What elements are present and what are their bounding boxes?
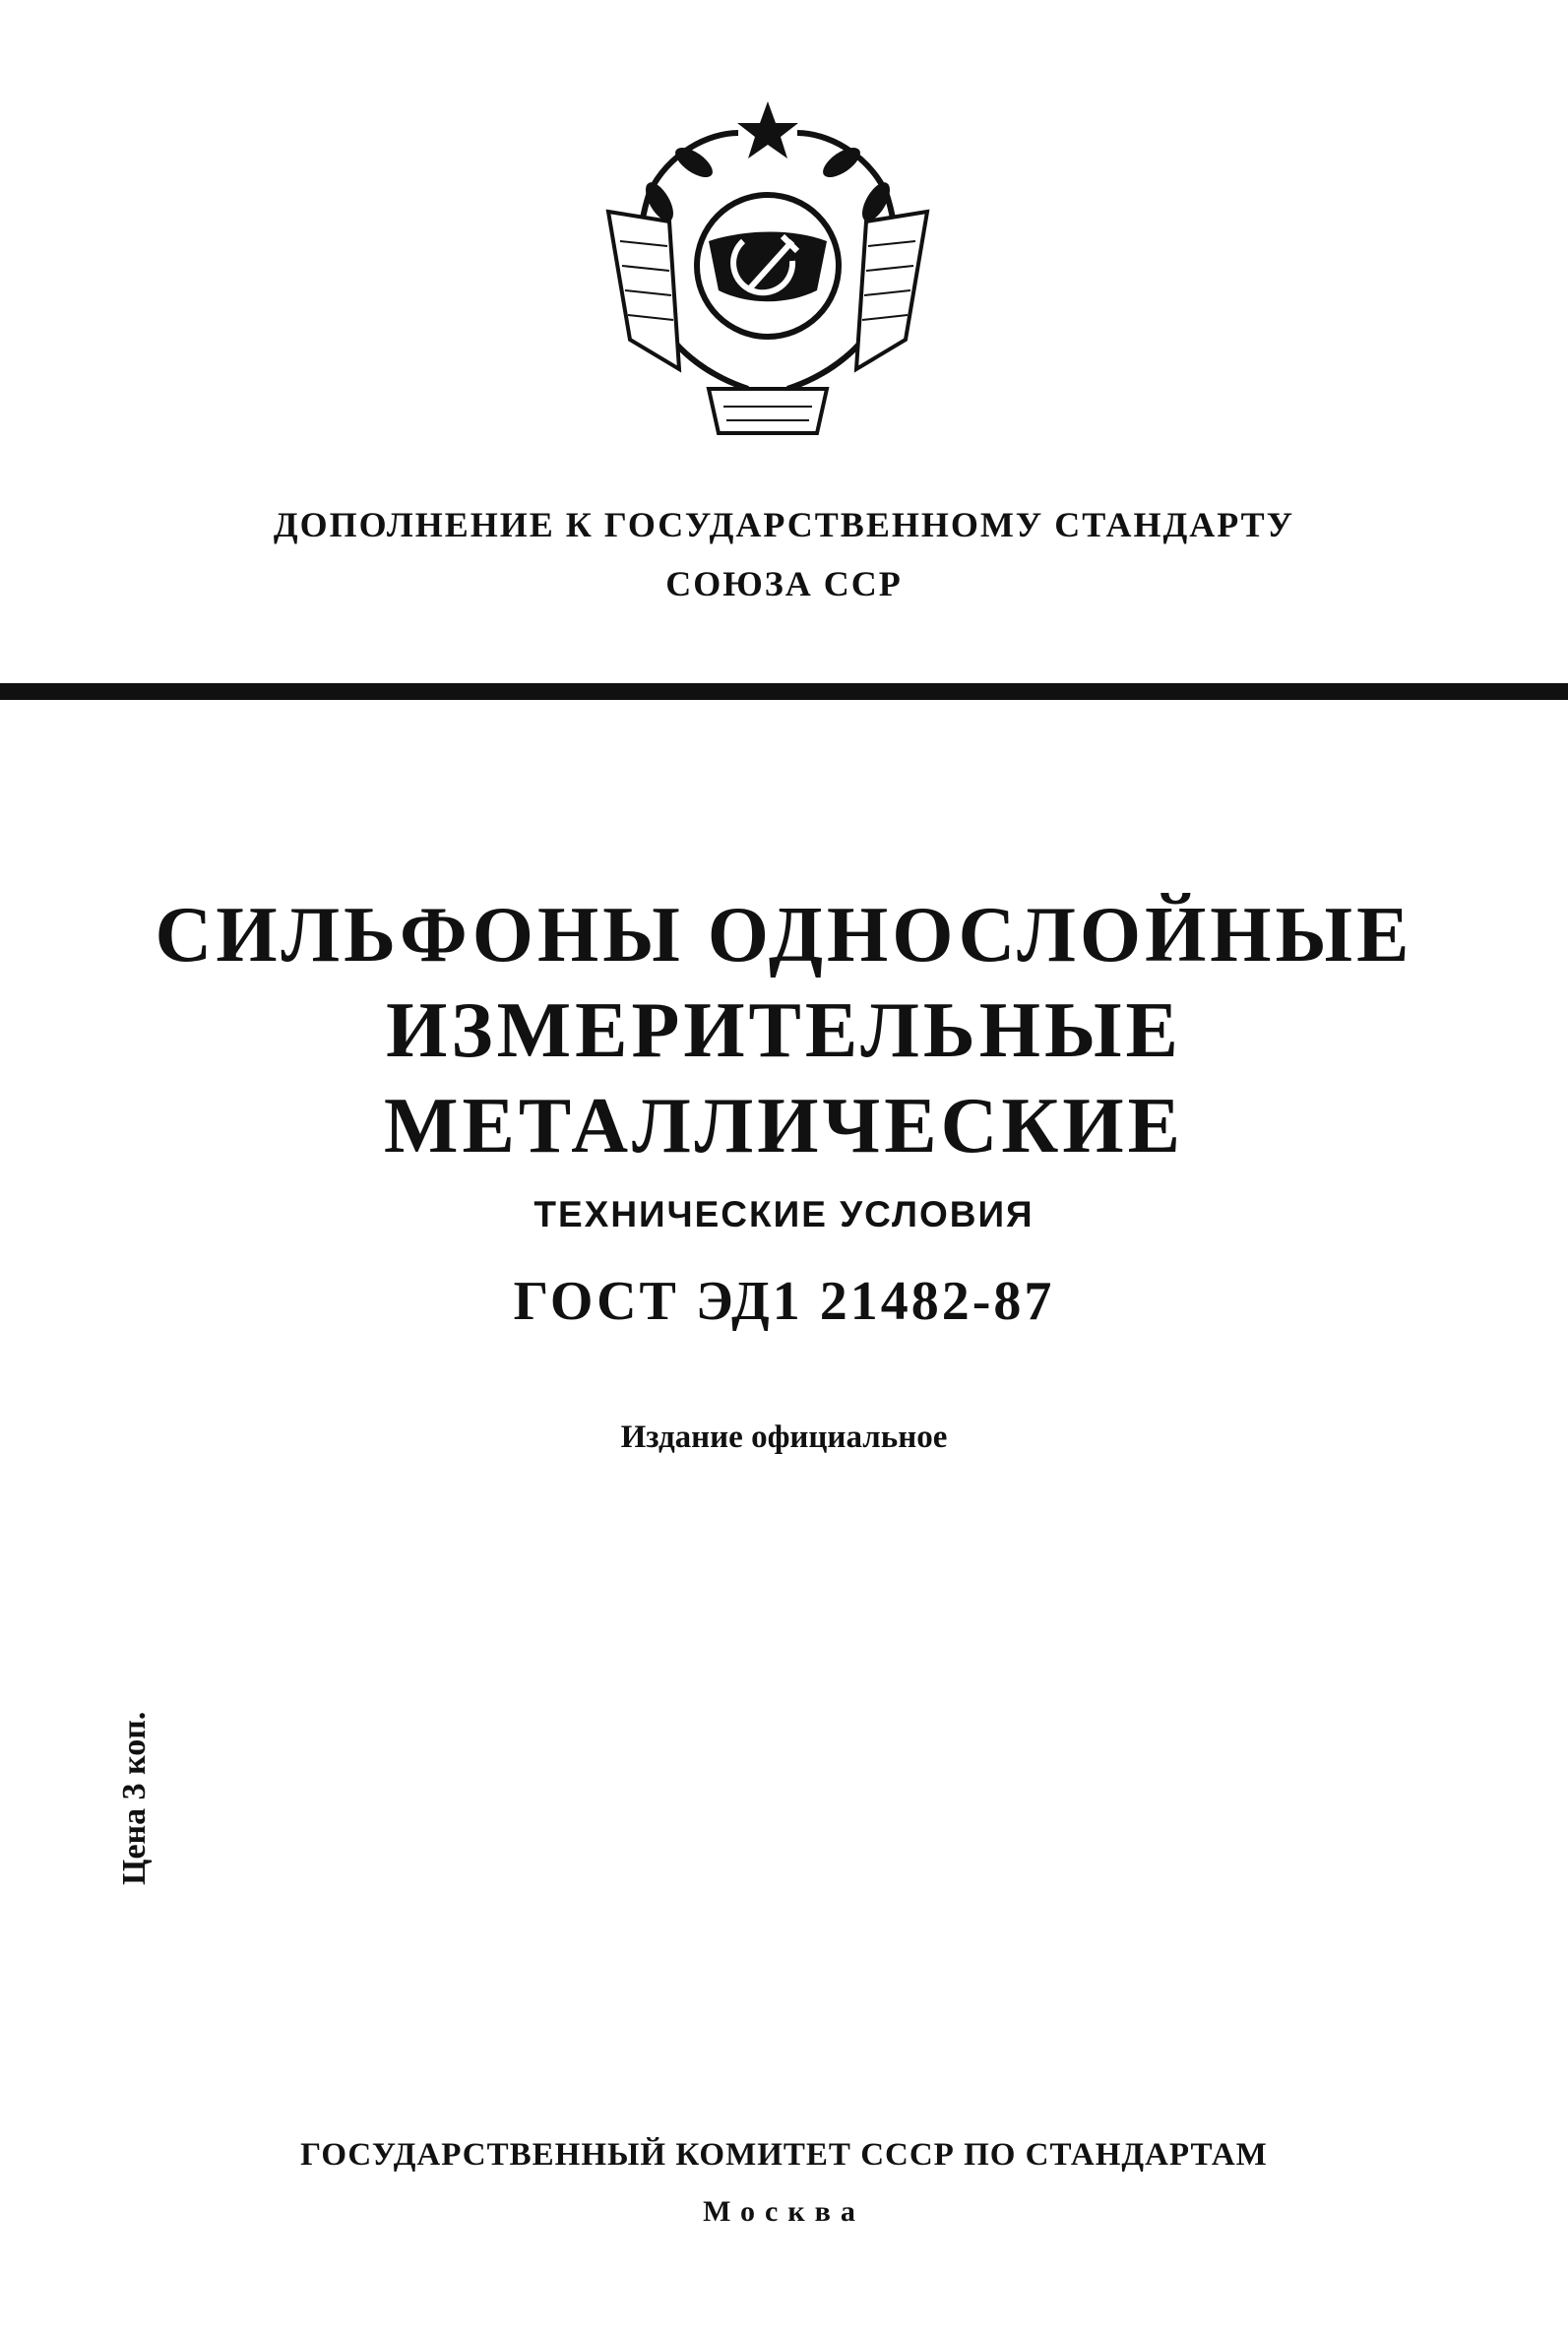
star-icon xyxy=(737,101,798,158)
city-name: Москва xyxy=(703,2195,865,2228)
ussr-coat-of-arms-icon xyxy=(600,94,935,448)
price-label: Цена 3 коп. xyxy=(116,1711,153,1885)
edition-label: Издание официальное xyxy=(620,1420,948,1455)
standard-number: ГОСТ ЭД1 21482-87 xyxy=(513,1271,1055,1332)
title-line-2: ИЗМЕРИТЕЛЬНЫЕ xyxy=(386,987,1182,1074)
title-line-3: МЕТАЛЛИЧЕСКИЕ xyxy=(384,1083,1184,1169)
horizontal-rule xyxy=(0,683,1568,700)
header-line-1: ДОПОЛНЕНИЕ К ГОСУДАРСТВЕННОМУ СТАНДАРТУ xyxy=(273,505,1295,544)
title-line-1: СИЛЬФОНЫ ОДНОСЛОЙНЫЕ xyxy=(155,892,1413,979)
publisher-name: ГОСУДАРСТВЕННЫЙ КОМИТЕТ СССР ПО СТАНДАРТАМ xyxy=(300,2137,1268,2173)
subtitle: ТЕХНИЧЕСКИЕ УСЛОВИЯ xyxy=(533,1194,1035,1234)
header-line-2: СОЮЗА ССР xyxy=(665,564,903,603)
